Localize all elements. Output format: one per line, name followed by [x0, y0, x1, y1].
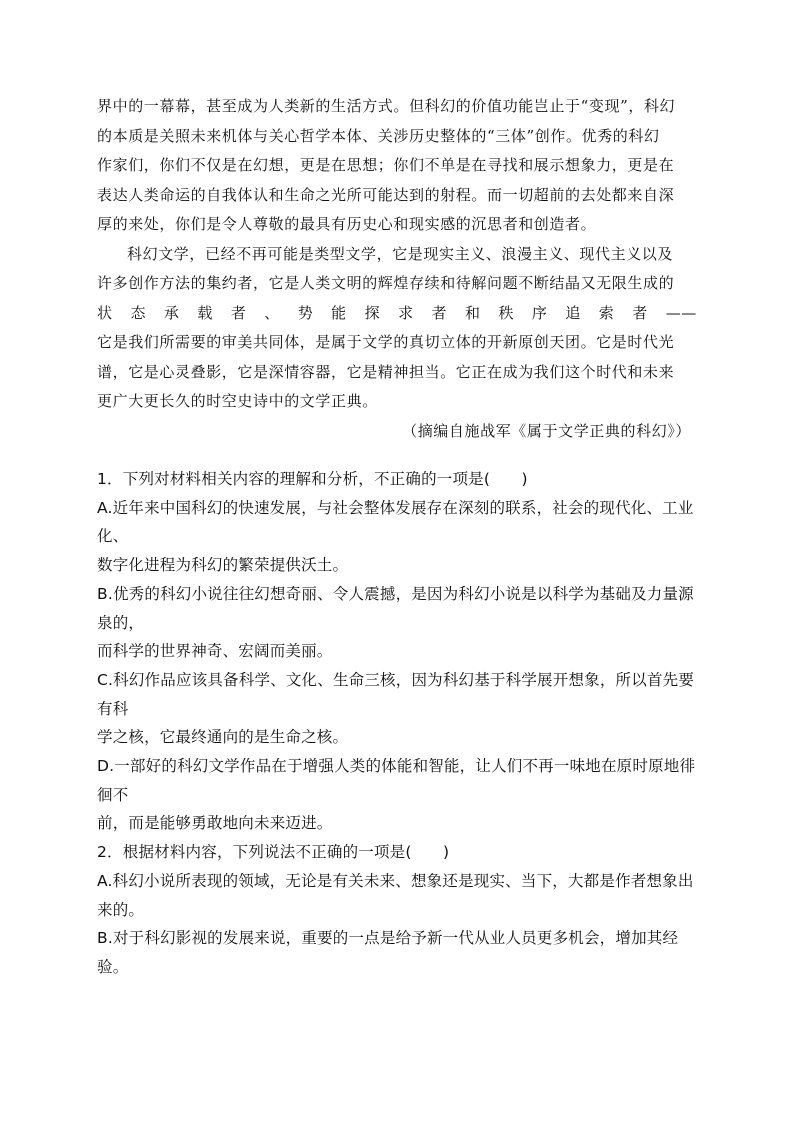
question-list — [97, 465, 699, 982]
passage-paragraph-1 — [97, 92, 697, 240]
spread-char: 者 — [230, 303, 247, 322]
spread-char: 索 — [598, 303, 615, 322]
spread-char: 态 — [130, 303, 147, 322]
option-label: A. — [97, 498, 113, 517]
option-text-continued: 数字化进程为科幻的繁荣提供沃土。 — [97, 556, 349, 575]
passage-line: 界中的一幕幕，甚至成为人类新的生活方式。但科幻的价值功能岂止于“变现”，科幻 — [97, 97, 676, 115]
option-text-continued: 而科学的世界神奇、宏阔而美丽。 — [97, 642, 333, 661]
option-text: 一部好的科幻文学作品在于增强人类的体能和智能，让人们不再一味地在原时原地徘徊不 — [97, 757, 696, 804]
passage-line: 厚的来处，你们是令人尊敬的最具有历史心和现实感的沉思者和创造者。 — [97, 215, 597, 233]
spread-char: 、 — [264, 303, 280, 322]
option-text: 对于科幻影视的发展来说，重要的一点是给予新一代从业人员更多机会，增加其经验。 — [97, 929, 679, 976]
spread-char: 势 — [297, 303, 314, 322]
option-d — [97, 752, 699, 838]
spread-char: 探 — [364, 303, 381, 322]
option-a — [97, 867, 699, 924]
spread-char: 者 — [632, 303, 648, 322]
option-label: B. — [97, 584, 113, 603]
spread-char: 者 — [431, 303, 448, 322]
spread-char: 载 — [197, 303, 213, 322]
spread-char: 求 — [398, 303, 414, 322]
passage-line: 科幻文学，已经不再可能是类型文学，它是现实主义、浪漫主义、现代主义以及 — [127, 244, 674, 263]
passage-line: 许多创作方法的集约者，它是人类文明的辉煌存续和待解问题不断结晶又无限生成的 — [97, 274, 675, 292]
spread-char: 承 — [163, 303, 180, 322]
option-text-continued: 学之核，它最终通向的是生命之核。 — [97, 728, 349, 747]
passage-line: 它是我们所需要的审美共同体，是属于文学的真切立体的开新原创天团。它是时代光 — [97, 333, 675, 351]
question-1 — [97, 465, 699, 838]
option-c — [97, 666, 699, 752]
option-text: 科幻小说所表现的领域，无论是有关未来、想象还是现实、当下，大都是作者想象出来的。 — [97, 871, 694, 919]
spread-char: 状 — [97, 303, 113, 322]
passage-line: 的本质是关照未来机体与关心哲学本体、关涉历史整体的“三体”创作。优秀的科幻 — [97, 126, 660, 145]
passage-line: 作家们，你们不仅是在幻想，更是在思想；你们不单是在寻找和展示想象力，更是在 — [97, 156, 675, 174]
passage-line: 表达人类命运的自我体认和生命之光所可能达到的射程。而一切超前的去处都来自深 — [97, 185, 675, 204]
spread-char: 秩 — [498, 303, 515, 322]
passage-line: 谱，它是心灵叠影，它是深情容器，它是精神担当。它正在成为我们这个时代和未来 — [97, 362, 675, 381]
spread-char: —— — [665, 303, 697, 322]
option-a — [97, 494, 699, 580]
passage-paragraph-2 — [97, 240, 697, 417]
question-stem: 2．根据材料内容，下列说法不正确的一项是( ) — [97, 843, 450, 862]
spread-char: 能 — [331, 303, 347, 322]
passage-source: （摘编自施战军《属于文学正典的科幻》） — [402, 421, 691, 440]
option-label: B. — [97, 929, 113, 948]
option-text: 科幻作品应该具备科学、文化、生命三核，因为科幻基于科学展开想象，所以首先要有科 — [97, 670, 695, 718]
question-2 — [97, 838, 699, 982]
option-text-continued: 前，而是能够勇敢地向未来迈进。 — [97, 814, 333, 833]
option-label: A. — [97, 871, 113, 890]
spread-char: 追 — [565, 303, 581, 322]
reading-passage — [97, 92, 697, 446]
option-label: C. — [97, 670, 114, 689]
question-stem: 1．下列对材料相关内容的理解和分析，不正确的一项是( ) — [97, 470, 528, 488]
option-b — [97, 580, 699, 666]
option-b — [97, 924, 699, 981]
passage-line: 更广大更长久的时空史诗中的文学正典。 — [97, 392, 378, 410]
option-label: D. — [97, 757, 115, 776]
option-text: 近年来中国科幻的快速发展，与社会整体发展存在深刻的联系，社会的现代化、工业化、 — [97, 498, 694, 546]
spread-char: 序 — [531, 303, 548, 322]
passage-spread-line — [97, 299, 697, 329]
option-text: 优秀的科幻小说往往幻想奇丽、令人震撼，是因为科幻小说是以科学为基础及力量源泉的， — [97, 584, 694, 632]
spread-char: 和 — [464, 303, 481, 322]
